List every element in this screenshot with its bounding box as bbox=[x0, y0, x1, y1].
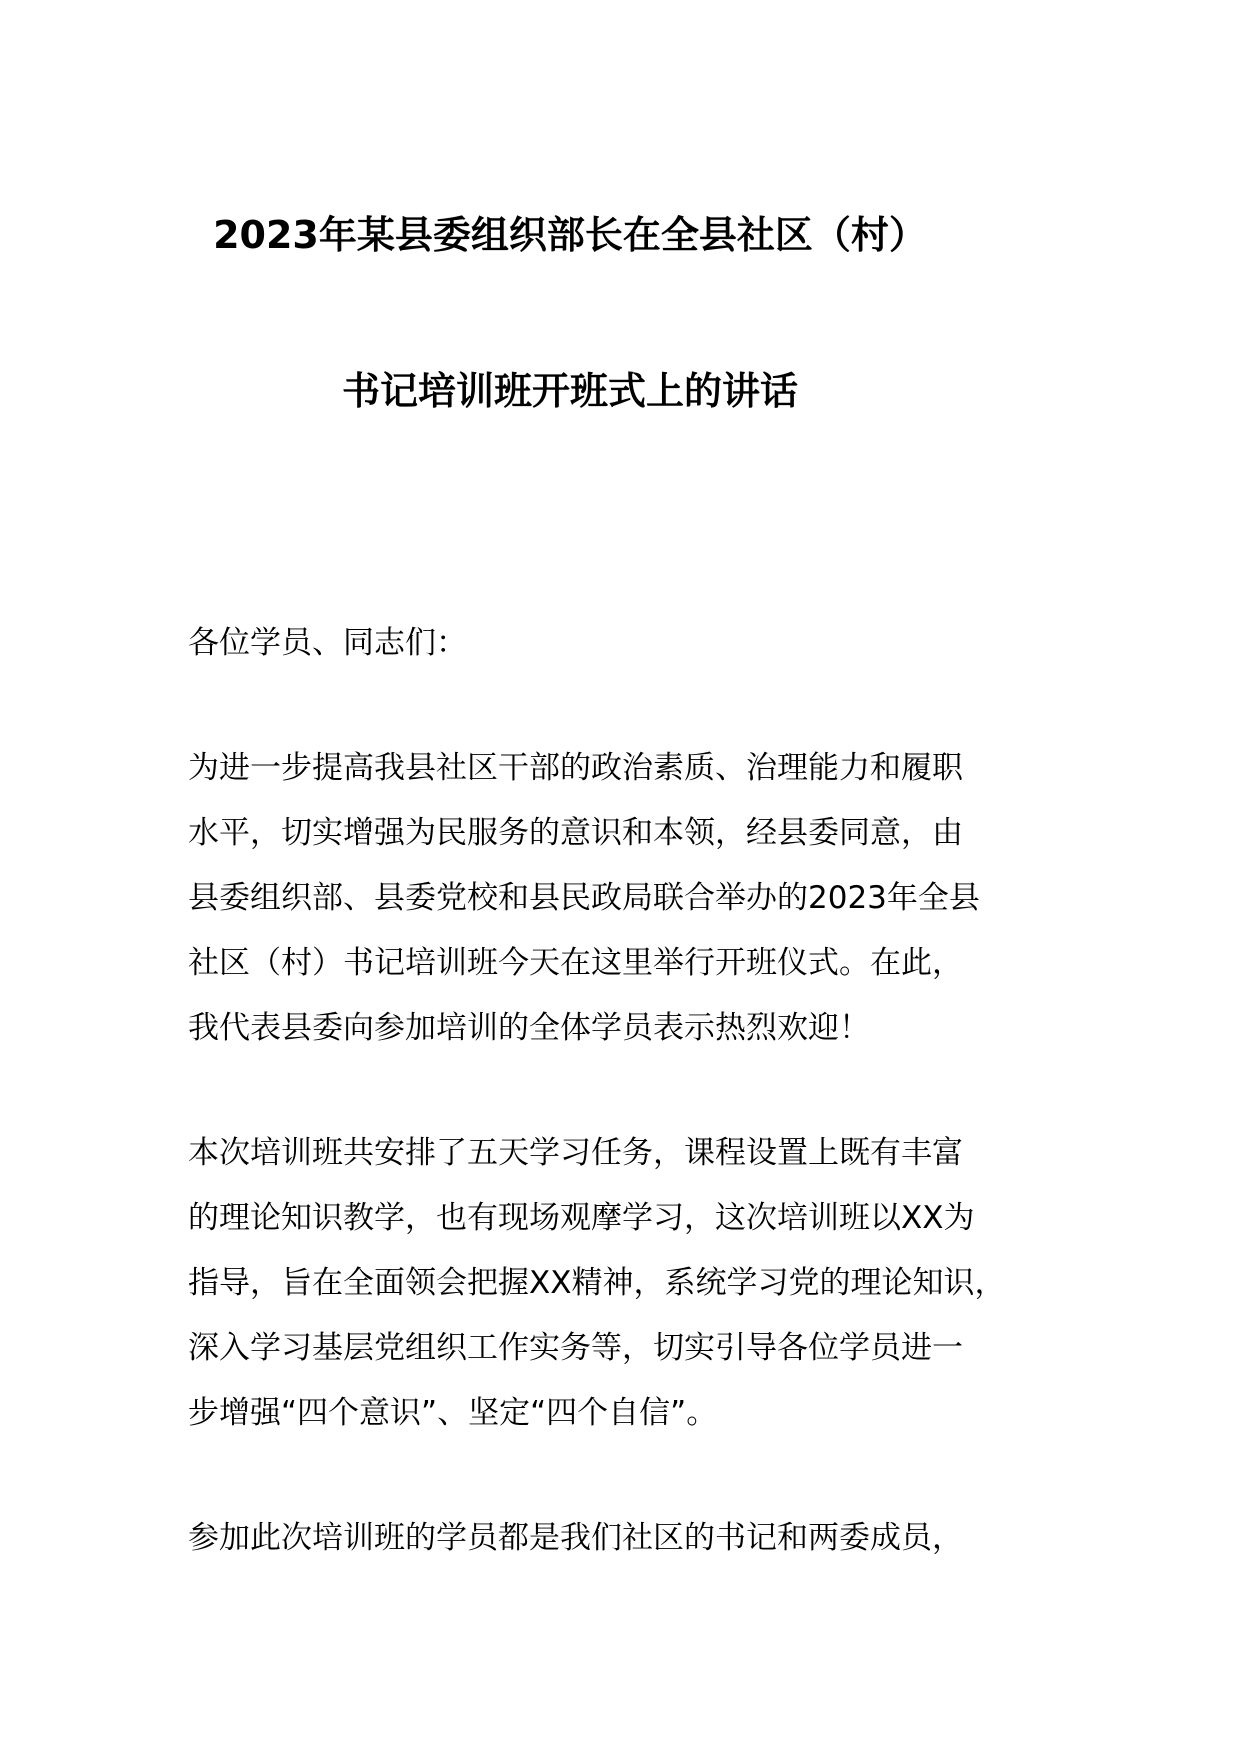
paragraph-line: 本次培训班共安排了五天学习任务，课程设置上既有丰富 bbox=[188, 1135, 963, 1171]
document-title-line-1: 2023年某县委组织部长在全县社区（村） bbox=[213, 213, 927, 257]
paragraph-line: 我代表县委向参加培训的全体学员表示热烈欢迎！ bbox=[188, 1010, 870, 1046]
salutation: 各位学员、同志们： bbox=[188, 625, 467, 661]
document-title-line-2: 书记培训班开班式上的讲话 bbox=[341, 369, 798, 413]
paragraph-line: 水平，切实增强为民服务的意识和本领，经县委同意，由 bbox=[188, 815, 963, 851]
paragraph-line: 深入学习基层党组织工作实务等，切实引导各位学员进一 bbox=[188, 1330, 963, 1366]
paragraph-line: 步增强“四个意识”、坚定“四个自信”。 bbox=[188, 1395, 718, 1431]
paragraph-line: 县委组织部、县委党校和县民政局联合举办的2023年全县 bbox=[188, 880, 980, 916]
paragraph-line: 指导，旨在全面领会把握XX精神，系统学习党的理论知识， bbox=[188, 1265, 1006, 1301]
paragraph-line: 参加此次培训班的学员都是我们社区的书记和两委成员， bbox=[188, 1520, 963, 1556]
paragraph-line: 为进一步提高我县社区干部的政治素质、治理能力和履职 bbox=[188, 750, 963, 786]
paragraph-line: 社区（村）书记培训班今天在这里举行开班仪式。在此， bbox=[188, 945, 963, 981]
paragraph-line: 的理论知识教学，也有现场观摩学习，这次培训班以XX为 bbox=[188, 1200, 975, 1236]
